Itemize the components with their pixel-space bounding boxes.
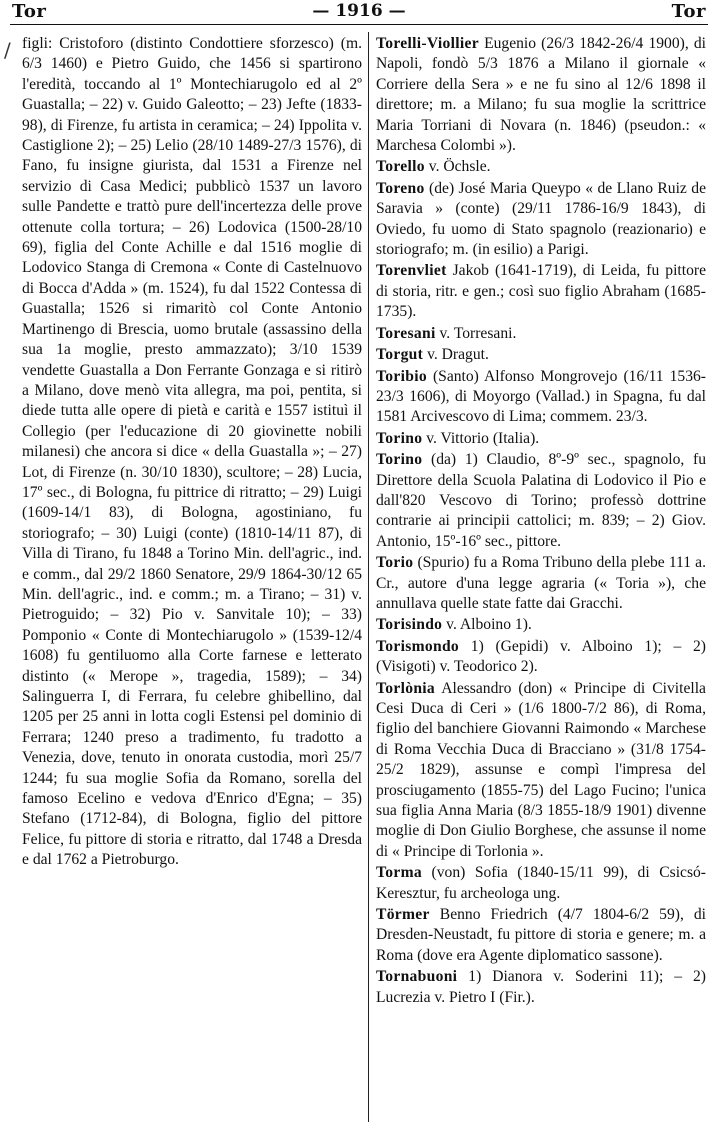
- entry-head: Torgut: [376, 346, 424, 364]
- continuation-text: figli: Cristoforo (distinto Condottiere sforzesco) (m. 6/3 1460) e Pietro Guido, che 1456 si spartirono l'eredità, toccando al 1º Montechiarugolo ed al 2º Guastalla; – 22) v. Guido Galeotto; – 23) Jefte (1833-98), di Firenze, fu artista in ceramica; – 24) Ippolita v. Castiglione 2); – 25) Lelio (28/10 1489-27/3 1576), di Fano, fu insigne giurista, dal 1531 a Firenze nel servizio di Casa Medici; pubblicò 1537 un lavoro sulle Pandette e trattò pure dell'incertezza delle prove ottenute colla tortura; – 26) Lodovica (1500-28/10 69), figlia del Conte Achille e dal 1516 moglie di Lodovico Stanga di Cremona « Conte di Castelnuovo di Bocca d'Adda » (m. 1524), fu dal 1522 Contessa di Guastalla; 1526 si rimaritò col Conte Antonio Martinengo di Brescia, uomo brutale (assassino della sua 1a moglie, presto ammazzato); 3/10 1539 vendette Guastalla a Don Ferrante Gonzaga e si ritirò a Milano, dove menò vita allegra, ma poi, pentita, si diede tutta alle opere di pietà e carità e 1557 istituì il Collegio (per l'educazione di 20 giovinette nobili milanesi) che ancora si dice « della Guastalla »; – 27) Lot, di Firenze (n. 30/10 1830), scultore; – 28) Lucia, 17º sec., di Bologna, fu pittrice di ritratto; – 29) Luigi (1609-14/1 83), di Bologna, agostiniano, fu storiografo; – 30) Luigi (conte) (1810-14/11 87), di Villa di Tirano, fu 1848 a Torino Min. dell'agric., ind. e comm., dal 29/2 1860 Senatore, 29/9 1864-30/12 65 Min. dell'agric., ind. e comm.; m. a Tirano; – 31) v. Pietroguido; – 32) Pio v. Sanvitale 10); – 33) Pomponio « Conte di Montechiarugolo » (1539-12/4 1608) fu gentiluomo alla Corte farnese e letterato distinto (« Merope », tragedia, 1589); – 34) Salinguerra I, di Ferrara, fu celebre ghibellino, dal 1205 per 25 anni in lotta cogli Estensi pel dominio di Ferrara; 1240 preso a tradimento, fu tradotto a Venezia, dove, tenuto in onorata custodia, morì 25/7 1244; fu sua moglie Sofia da Romano, sorella del famoso Ecelino e vedova d'Enrico d'Egna; – 35) Stefano (1712-84), di Bologna, figlio del pittore Felice, fu pittore di storia e ritratto, dal 1748 a Dresda e dal 1762 a Pietroburgo.: [22, 35, 362, 869]
- right-column: [376, 34, 706, 1124]
- entry-text: Alessandro (don) « Principe di Civitella Cesi Duca di Ceri » (1/6 1800-7/2 86), di Roma, figlio del banchiere Giovanni Raimondo « Marchese di Roma Vecchia Duca di Bracciano » (31/8 1754-25/2 1829), assunse e compì l'impresa del prosciugamento (1855-75) del Lago Fucino; l'unica sua figlia Anna Maria (8/3 1855-18/9 1901) divenne moglie di Don Giulio Borghese, che assunse il nome di « Principe di Torlonia ».: [376, 679, 706, 860]
- entry-text: v. Dragut.: [427, 346, 489, 364]
- entry-head: Torello: [376, 158, 425, 176]
- entry-head: Torelli-Viollier: [376, 35, 479, 52]
- entry-torgut: [376, 345, 706, 365]
- entry-text: v. Alboino 1).: [446, 616, 532, 634]
- entry-text: 1) (Gepidi) v. Alboino 1); – 2) (Visigoti) v. Teodorico 2).: [376, 637, 706, 676]
- entry-head: Toreno: [376, 179, 425, 197]
- entry-text: (von) Sofia (1840-15/11 99), di Csicsó-Keresztur, fu archeologa ung.: [376, 864, 706, 902]
- entry-head: Torino: [376, 451, 423, 469]
- entry-toribio: [376, 367, 706, 428]
- entry-head: Torlònia: [376, 679, 436, 697]
- page-number: — 1916 —: [312, 1, 406, 21]
- entry-text: v. Torresani.: [439, 324, 517, 342]
- entry-torino-2: [376, 450, 706, 552]
- entry-torenvliet: [376, 261, 706, 322]
- entry-head: Tornabuoni: [376, 968, 458, 986]
- entry-head: Torenvliet: [376, 262, 447, 280]
- entry-head: Torino: [376, 429, 423, 447]
- entry-head: Toribio: [376, 367, 427, 385]
- entry-text: v. Vittorio (Italia).: [426, 429, 540, 447]
- entry-head: Toresani: [376, 324, 436, 342]
- entry-torio: [376, 553, 706, 614]
- header-left-keyword: Tor: [12, 0, 47, 22]
- entry-toreno: [376, 179, 706, 261]
- entry-text: (de) José Maria Queypo « de Llano Ruiz de Saravia » (conte) (29/11 1786-16/9 1843), di Oviedo, fu uomo di Stato spagnolo (reazionario) e storiografo; m. (in esilio) a Parigi.: [376, 179, 706, 259]
- entry-head: Torio: [376, 554, 414, 572]
- entry-text: (da) 1) Claudio, 8º-9º sec., spagnolo, fu Direttore della Scuola Palatina di Lodovico il Pio e dall'820 Vescovo di Torino; professò dottrine contrarie ai principii cattolici; m. 839; – 2) Giov. Antonio, 15º-16º sec., pittore.: [376, 451, 706, 550]
- entry-text: (Spurio) fu a Roma Tribuno della plebe 111 a. Cr., autore d'una legge agraria (« Toria »), che annullava quelle state fatte dai Gracchi.: [376, 554, 706, 612]
- entry-torismondo: [376, 637, 706, 678]
- margin-mark: /: [4, 38, 11, 62]
- entry-torelli-viollier: [376, 34, 706, 156]
- entry-text: Benno Friedrich (4/7 1804-6/2 59), di Dresden-Neustadt, fu pittore di storia e genere; m. a Roma (dove era Agente diplomatico sassone).: [376, 906, 706, 964]
- entry-tornabuoni: [376, 967, 706, 1008]
- entry-text: 1) Dianora v. Soderini 11); – 2) Lucrezia v. Pietro I (Fir.).: [376, 968, 706, 1006]
- entry-toresani: [376, 324, 706, 344]
- entry-tormer: [376, 905, 706, 966]
- entry-text: Jakob (1641-1719), di Leida, fu pittore di storia, ritr. e gen.; così suo figlio Abraham (1685-1735).: [376, 262, 706, 321]
- page-header: [0, 0, 718, 22]
- entry-head: Torma: [376, 864, 422, 882]
- entry-torlonia: [376, 679, 706, 863]
- entry-text: v. Öchsle.: [428, 158, 491, 176]
- entry-head: Torisindo: [376, 616, 443, 634]
- column-divider: [368, 32, 369, 1122]
- entry-text: Eugenio (26/3 1842-26/4 1900), di Napoli, fondò 5/3 1876 a Milano il giornale « Corriere della Sera » e ne fu sino al 12/6 1898 il direttore; m. a Milano; fu sua moglie la scrittrice Maria Torriani di Novara (n. 1846) (pseudon.: « Marchesa Colombi »).: [376, 35, 706, 155]
- left-column: [22, 34, 362, 1124]
- entry-torino-1: [376, 429, 706, 449]
- entry-head: Torismondo: [376, 637, 460, 655]
- entry-head: Törmer: [376, 906, 430, 924]
- header-rule: [10, 24, 708, 25]
- entry-torisindo: [376, 615, 706, 635]
- entry-torma: [376, 863, 706, 904]
- entry-torello: [376, 157, 706, 177]
- entry-text: (Santo) Alfonso Mongrovejo (16/11 1536-23/3 1606), di Moyorgo (Vallad.) in Spagna, fu dal 1581 Arcivescovo di Lima; commem. 23/3.: [376, 367, 706, 426]
- header-right-keyword: Tor: [671, 0, 706, 22]
